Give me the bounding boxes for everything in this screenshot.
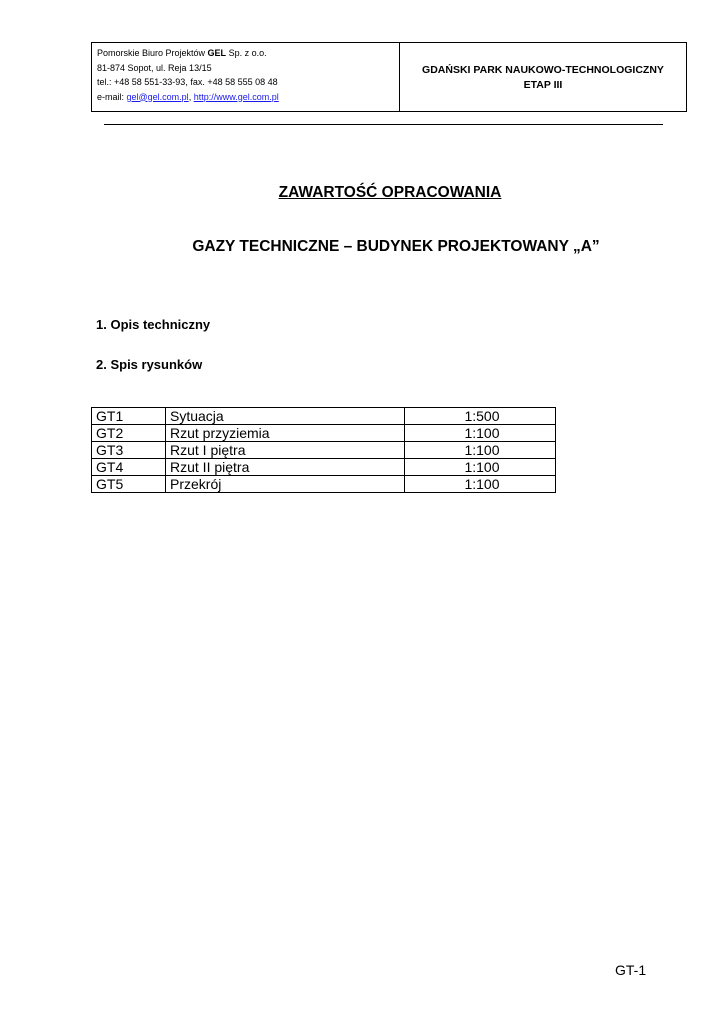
website-link[interactable]: http://www.gel.com.pl [193, 91, 279, 102]
drawing-name: Rzut II piętra [166, 459, 405, 476]
drawing-code: GT5 [92, 476, 166, 493]
drawing-code: GT2 [92, 425, 166, 442]
drawing-scale: 1:500 [405, 408, 556, 425]
company-name-bold: GEL [207, 48, 227, 58]
page-number: GT-1 [615, 962, 647, 978]
drawing-name: Rzut I piętra [166, 442, 405, 459]
company-name-suffix: Sp. z o.o. [226, 48, 267, 58]
drawing-scale: 1:100 [405, 442, 556, 459]
project-name-line2: ETAP III [523, 79, 563, 91]
table-row [92, 408, 556, 425]
company-name [97, 46, 399, 61]
project-name [400, 43, 686, 111]
company-address: 81-874 Sopot, ul. Reja 13/15 [97, 62, 212, 73]
drawing-scale: 1:100 [405, 425, 556, 442]
drawing-scale: 1:100 [405, 476, 556, 493]
project-name-line1: GDAŃSKI PARK NAUKOWO-TECHNOLOGICZNY [422, 64, 664, 76]
email-link[interactable]: gel@gel.com.pl [126, 91, 189, 102]
table-row [92, 442, 556, 459]
document-subtitle: GAZY TECHNICZNE – BUDYNEK PROJEKTOWANY „A” [192, 238, 600, 255]
drawing-scale: 1:100 [405, 459, 556, 476]
drawing-code: GT4 [92, 459, 166, 476]
company-phone: tel.: +48 58 551-33-93, fax. +48 58 555 08 48 [97, 77, 278, 87]
email-label: e-mail: [97, 91, 127, 102]
document-title: ZAWARTOŚĆ OPRACOWANIA [278, 184, 502, 201]
table-row [92, 476, 556, 493]
company-contact [97, 90, 399, 105]
table-row [92, 459, 556, 476]
drawing-name: Rzut przyziemia [166, 425, 405, 442]
drawing-name: Sytuacja [166, 408, 405, 425]
contact-separator: , [188, 91, 194, 102]
drawings-table [91, 407, 556, 493]
drawing-code: GT3 [92, 442, 166, 459]
company-name-prefix: Pomorskie Biuro Projektów [97, 48, 208, 58]
document-header [91, 42, 687, 112]
drawing-name: Przekrój [166, 476, 405, 493]
section-technical-description: 1. Opis techniczny [96, 317, 211, 332]
section-drawing-list: 2. Spis rysunków [96, 357, 203, 372]
drawing-code: GT1 [92, 408, 166, 425]
table-row [92, 425, 556, 442]
header-divider [104, 124, 663, 125]
company-info [92, 43, 400, 111]
